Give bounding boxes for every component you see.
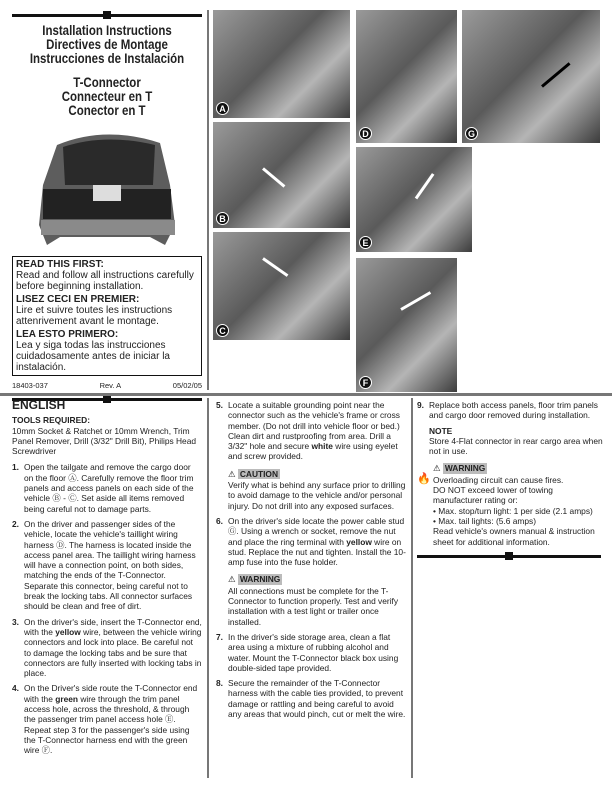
step-3 [12,617,202,679]
photo-label: C [216,324,229,337]
column-1 [12,400,202,761]
tools-list: 10mm Socket & Ratchet or 10mm Wrench, Trim Panel Remover, Drill (3/32" Drill Bit), Philips Head Screwdriver [12,425,197,457]
step-2 [12,519,202,612]
step-5 [216,400,406,462]
doc-date: 05/02/05 [172,381,202,390]
caution-callout [216,467,406,511]
warning-triangle-icon: ⚠ [433,463,441,474]
arrow-icon [262,257,288,277]
photo-e [356,147,472,252]
read-first-heading-en: READ THIS FIRST: [16,259,104,270]
photo-g [462,10,600,143]
step-text: wire, between the vehicle wiring connectors and lock into place. Be careful not to damage the locking tabs and be sure that connectors are fully inserted with locking tabs in place. [24,626,202,679]
photo-label: G [465,127,478,140]
title-es: Instrucciones de Instalación [29,51,185,66]
step-number: 5. [216,400,223,410]
caution-text: Verify what is behind any surface prior to drilling to avoid damage to the vehicle and/or personal injury. Do not drill into any exposed surfaces. [228,480,406,511]
arrow-icon [400,291,431,311]
arrow-icon [541,62,571,87]
warning-text: All connections must be complete for the T-Connector to function properly. Test and verify installation with a test light or trailer once installed. [228,585,399,627]
warning-triangle-icon: ⚠ [228,574,236,585]
part-number: 18403-037 [12,381,48,390]
column-3 [417,400,603,558]
read-first-heading-fr: LISEZ CECI EN PREMIER: [16,294,140,305]
step-text: On the driver and passenger sides of the vehicle, locate the vehicle's taillight wiring harness Ⓓ. The harness is located inside the access panel area. The taillight wiring harness will have a connection point, on both sides, matching the ends of the T-Connector. Separate this connector, being careful not to break the locking tabs. All connector surfaces should be clean and free of dirt. [24,518,196,612]
step-text: wire through the trim panel access hole, across the threshold, & through the passenger trim panel access hole Ⓔ. Repeat step 3 for the passenger's side using the T-Connector harness end with the green wire Ⓕ. [24,693,190,756]
photo-c [213,232,350,340]
read-first-text-en: Read and follow all instructions carefully before beginning installation. [16,270,194,292]
step-number: 8. [216,678,223,689]
read-first-text-fr: Lire et suivre toutes les instructions attenrivement avant le montage. [16,305,173,327]
photo-a [213,10,350,118]
step-text: On the driver's side locate the power cable stud Ⓖ. Using a wrench or socket, remove the nut and place the ring terminal with [228,515,405,547]
step-text: Secure the remainder of the T-Connector harness with the cable ties provided, to prevent damage or rattling and being careful to avoid any areas that would pinch, cut or melt the wire. [228,678,406,720]
step-4 [12,683,202,755]
column-divider [411,398,413,778]
top-rule [12,14,202,17]
product-fr: Connecteur en T [61,89,153,104]
arrow-icon [415,173,435,199]
step-text: Open the tailgate and remove the cargo door on the floor Ⓐ. Carefully remove the floor trim panels and access panels on each side of the vehicle Ⓑ - Ⓒ. Set aside all items removed being careful not to damage parts. [24,462,194,514]
warning-line: • Max. stop/turn light: 1 per side (2.1 amps) [433,505,593,516]
note-callout [417,426,603,457]
step-6 [216,516,406,567]
fire-warning-callout [417,461,603,546]
photo-label: A [216,102,229,115]
step-7 [216,632,406,673]
read-first-box [12,256,202,376]
step-1 [12,462,202,513]
note-label: NOTE [429,425,453,436]
document-title [7,24,207,118]
product-en: T-Connector [73,75,141,90]
wire-color: white [311,441,333,452]
photo-label: B [216,212,229,225]
doc-meta [12,381,202,390]
step-number: 7. [216,631,223,642]
photo-label: D [359,127,372,140]
photo-b [213,122,350,228]
vehicle-rear-photo [35,125,180,250]
read-first-section [12,256,202,401]
step-9 [417,400,603,421]
step-number: 4. [12,683,19,694]
wire-color: yellow [55,626,81,637]
warning-line: • Max. tail lights: (5.6 amps) [433,515,536,526]
step-number: 3. [12,616,19,627]
photo-f [356,258,457,392]
step-number: 2. [12,518,19,529]
warning-line: Overloading circuit can cause fires. [433,474,564,485]
wire-color: yellow [346,536,372,547]
photo-label: E [359,236,372,249]
step-text: In the driver's side storage area, clean a flat area using a mixture of rubbing alcohol and water. Mount the T-Connector black box using double-sided tape provided. [228,631,399,673]
revision: Rev. A [99,381,122,390]
product-es: Conector en T [68,103,146,118]
column-divider [207,398,209,778]
title-en: Installation Instructions [42,23,172,38]
warning-callout [216,572,406,626]
step-text: Locate a suitable grounding point near the connector such as the vehicle's frame or cross member. (Do not drill into vehicle floor or bed.) Clean dirt and rustproofing from area. Drill a 3/32" hole and secure [228,400,400,452]
arrow-icon [262,167,285,187]
step-text: On the driver's side, insert the T-Connector end, with the [24,616,202,637]
step-number: 1. [12,462,19,473]
divider [207,10,209,390]
step-number: 6. [216,515,223,526]
photo-d [356,10,457,143]
step-text: wire using eyelet and screw provided. [228,441,398,462]
tools-heading: TOOLS REQUIRED: [12,415,91,426]
step-number: 9. [417,400,424,410]
step-text: wire on stud. Replace the nut and tighten. Install the 10-amp fuse into the fuse holder. [228,536,406,568]
step-text: Replace both access panels, floor trim panels and cargo door removed during installation. [429,400,598,421]
caution-label: CAUTION [239,468,278,479]
note-text: Store 4-Flat connector in rear cargo area when not in use. [429,435,603,457]
end-rule [417,555,601,558]
read-first-text-es: Lea y siga todas las instrucciones cuidadosamente antes de iniciar la instalación. [16,340,170,373]
column-2 [216,400,406,724]
step-8 [216,678,406,719]
read-first-heading-es: LEA ESTO PRIMERO: [16,329,119,340]
section-divider [0,393,612,396]
section-heading: ENGLISH [12,398,66,412]
wire-color: green [55,693,79,704]
fire-icon: 🔥 [417,473,431,486]
warning-label: WARNING [239,574,281,585]
warning-line: DO NOT exceed lower of towing manufacturer rating or: [433,485,553,506]
warning-line: Read vehicle's owners manual & instruction sheet for additional information. [433,526,595,547]
photo-label: F [359,376,372,389]
warning-label: WARNING [444,463,486,474]
step-text: On the Driver's side route the T-Connector end with the [24,683,198,704]
warning-triangle-icon: ⚠ [228,468,236,479]
title-fr: Directives de Montage [46,37,168,52]
